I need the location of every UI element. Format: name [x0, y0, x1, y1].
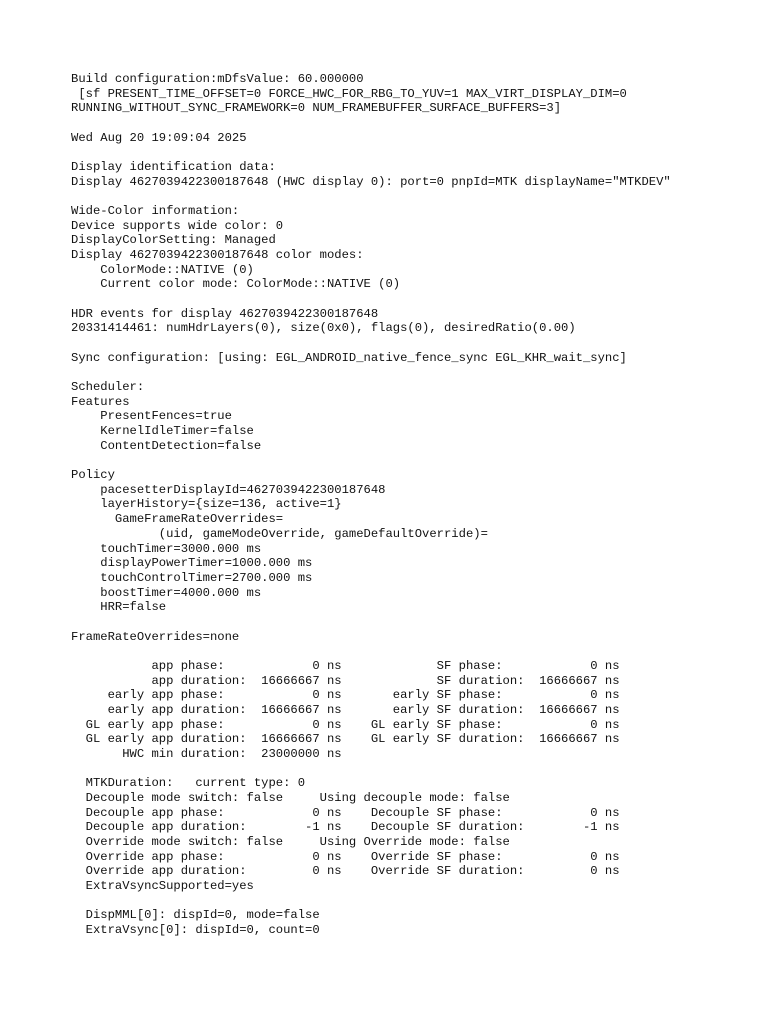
text-line: app duration: 16666667 ns SF duration: 16666667 ns [71, 673, 620, 688]
text-line: Decouple mode switch: false Using decouple mode: false [71, 790, 510, 805]
text-line: Override app duration: 0 ns Override SF duration: 0 ns [71, 864, 620, 879]
text-line: Decouple app duration: -1 ns Decouple SF duration: -1 ns [71, 820, 620, 835]
blank-line [71, 292, 761, 307]
text-line: layerHistory={size=136, active=1} [71, 497, 342, 512]
text-line: pacesetterDisplayId=4627039422300187648 [71, 482, 386, 497]
blank-line [71, 894, 761, 909]
text-line: Decouple app phase: 0 ns Decouple SF phase: 0 ns [71, 805, 620, 820]
text-line: Display 4627039422300187648 (HWC display 0): port=0 pnpId=MTK displayName="MTKDEV" [71, 174, 671, 189]
text-line: HRR=false [71, 600, 167, 615]
text-line: Display 4627039422300187648 color modes: [71, 248, 364, 263]
text-line: FrameRateOverrides=none [71, 629, 240, 644]
text-line: boostTimer=4000.000 ms [71, 585, 262, 600]
text-line: HDR events for display 4627039422300187648 [71, 306, 379, 321]
blank-line [71, 365, 761, 380]
text-line: MTKDuration: current type: 0 [71, 776, 306, 791]
blank-line [71, 615, 761, 630]
text-line: KernelIdleTimer=false [71, 424, 254, 439]
text-line: displayPowerTimer=1000.000 ms [71, 556, 313, 571]
text-line: app phase: 0 ns SF phase: 0 ns [71, 658, 620, 673]
text-line: early app phase: 0 ns early SF phase: 0 ns [71, 688, 620, 703]
blank-line [71, 762, 761, 777]
blank-line [71, 116, 761, 131]
text-line: early app duration: 16666667 ns early SF duration: 16666667 ns [71, 702, 620, 717]
dumpsys-text-document [71, 72, 761, 938]
text-line: Features [71, 394, 130, 409]
blank-line [71, 453, 761, 468]
text-line: GL early app duration: 16666667 ns GL early SF duration: 16666667 ns [71, 732, 620, 747]
text-line: Scheduler: [71, 380, 145, 395]
text-line: touchTimer=3000.000 ms [71, 541, 262, 556]
text-line: Build configuration:mDfsValue: 60.000000 [71, 72, 364, 86]
blank-line [71, 644, 761, 659]
text-line: ExtraVsyncSupported=yes [71, 878, 254, 893]
text-line: DisplayColorSetting: Managed [71, 233, 276, 248]
text-line: GameFrameRateOverrides= [71, 512, 284, 527]
text-line: Policy [71, 468, 115, 483]
text-line: Display identification data: [71, 160, 276, 175]
text-line: [sf PRESENT_TIME_OFFSET=0 FORCE_HWC_FOR_RBG_TO_YUV=1 MAX_VIRT_DISPLAY_DIM=0 [71, 86, 627, 101]
text-line: RUNNING_WITHOUT_SYNC_FRAMEWORK=0 NUM_FRAMEBUFFER_SURFACE_BUFFERS=3] [71, 101, 562, 116]
text-line: Sync configuration: [using: EGL_ANDROID_native_fence_sync EGL_KHR_wait_sync] [71, 350, 627, 365]
text-line: ColorMode::NATIVE (0) [71, 262, 254, 277]
text-line: PresentFences=true [71, 409, 232, 424]
text-line: touchControlTimer=2700.000 ms [71, 570, 313, 585]
blank-line [71, 189, 761, 204]
text-line: DispMML[0]: dispId=0, mode=false [71, 908, 320, 923]
text-line: (uid, gameModeOverride, gameDefaultOverride)= [71, 526, 488, 541]
text-line: Current color mode: ColorMode::NATIVE (0) [71, 277, 401, 292]
text-line: Wed Aug 20 19:09:04 2025 [71, 130, 247, 145]
text-line: Override app phase: 0 ns Override SF phase: 0 ns [71, 849, 620, 864]
text-line: GL early app phase: 0 ns GL early SF phase: 0 ns [71, 717, 620, 732]
text-line: HWC min duration: 23000000 ns [71, 746, 342, 761]
text-line: ContentDetection=false [71, 438, 262, 453]
text-line: Override mode switch: false Using Override mode: false [71, 834, 510, 849]
text-line: Wide-Color information: [71, 204, 240, 219]
blank-line [71, 145, 761, 160]
text-line: 20331414461: numHdrLayers(0), size(0x0), flags(0), desiredRatio(0.00) [71, 321, 576, 336]
text-line: Device supports wide color: 0 [71, 218, 284, 233]
blank-line [71, 336, 761, 351]
text-line: ExtraVsync[0]: dispId=0, count=0 [71, 922, 320, 937]
